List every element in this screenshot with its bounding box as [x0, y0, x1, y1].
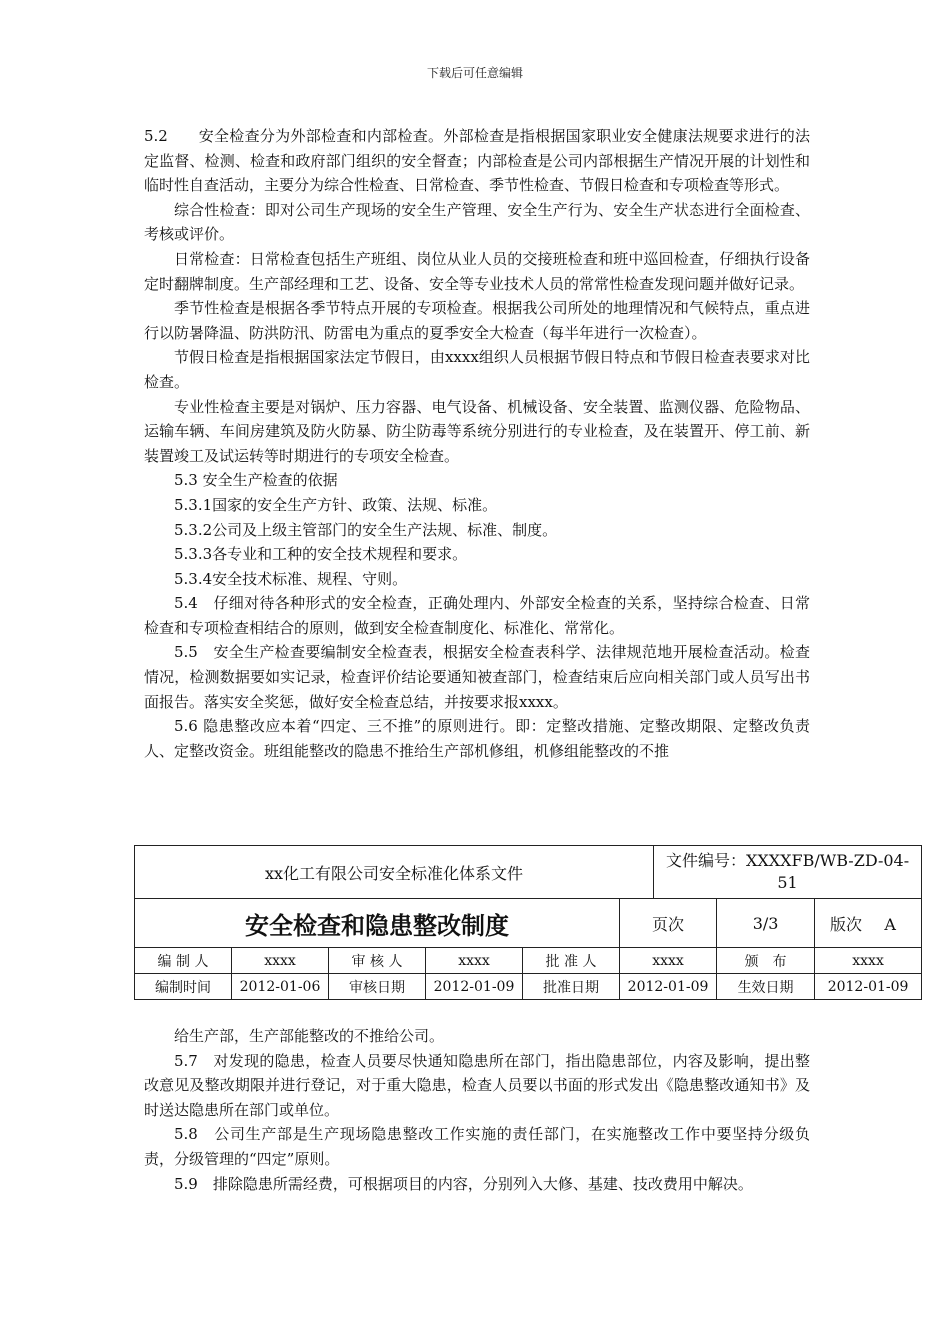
- approver-label: 批 准 人: [523, 948, 620, 974]
- paragraph-5-4: 5.4 仔细对待各种形式的安全检查，正确处理内、外部安全检查的关系，坚持综合检查、日常检查和专项检查相结合的原则，做到安全检查制度化、标准化、常常化。: [144, 594, 810, 637]
- reviewer-label: 审 核 人: [329, 948, 426, 974]
- approve-date-value: 2012-01-09: [620, 974, 717, 1000]
- document-title: 安全检查和隐患整改制度: [135, 899, 620, 948]
- reviewer-value: xxxx: [426, 948, 523, 974]
- paragraph-5-9: 5.9 排除隐患所需经费，可根据项目的内容，分别列入大修、基建、技改费用中解决。: [174, 1174, 753, 1193]
- issuer-label: 颁 布: [717, 948, 815, 974]
- effective-date-label: 生效日期: [717, 974, 815, 1000]
- paragraph-5-2: 5.2 安全检查分为外部检查和内部检查。外部检查是指根据国家职业安全健康法规要求进行的法定监督、检测、检查和政府部门组织的安全督查；内部检查是公司内部根据生产情况开展的计划性和临时性自查活动，主要分为综合性检查、日常检查、季节性检查、节假日检查和专项检查等形式。: [144, 127, 810, 195]
- file-number: 文件编号：XXXXFB/WB-ZD-04-51: [654, 846, 922, 899]
- version-cell: [815, 899, 922, 948]
- page-header-note: 下载后可任意编辑: [426, 66, 523, 80]
- body-text-top: [144, 124, 810, 763]
- body-text-bottom: [144, 1024, 810, 1196]
- paragraph-5-6-continued: 给生产部，生产部能整改的不推给公司。: [174, 1027, 445, 1045]
- paragraph-5-6: 5.6 隐患整改应本着“四定、三不推”的原则进行。即：定整改措施、定整改期限、定整改负责人、定整改资金。班组能整改的隐患不推给生产部机修组，机修组能整改的不推: [144, 717, 810, 760]
- paragraph-5-3-3: 5.3.3各专业和工种的安全技术规程和要求。: [174, 545, 468, 564]
- issuer-value: xxxx: [815, 948, 922, 974]
- paragraph-specialized-check: 专业性检查主要是对锅炉、压力容器、电气设备、机械设备、安全装置、监测仪器、危险物品、运输车辆、车间房建筑及防火防暴、防尘防毒等系统分别进行的专业检查，及在装置开、停工前、新装置竣工及试运转等时期进行的专项安全检查。: [144, 397, 810, 465]
- paragraph-5-3-2: 5.3.2公司及上级主管部门的安全生产法规、标准、制度。: [174, 520, 558, 539]
- compile-date-value: 2012-01-06: [232, 974, 329, 1000]
- page-value: 3/3: [717, 899, 815, 948]
- approver-value: xxxx: [620, 948, 717, 974]
- version-value: A: [884, 914, 896, 934]
- paragraph-5-3-1: 5.3.1国家的安全生产方针、政策、法规、标准。: [174, 495, 498, 514]
- paragraph-5-3: 5.3 安全生产检查的依据: [174, 471, 338, 490]
- company-doc-system: xx化工有限公司安全标准化体系文件: [135, 846, 654, 899]
- paragraph-holiday-check: 节假日检查是指根据国家法定节假日，由xxxx组织人员根据节假日特点和节假日检查表要求对比检查。: [144, 348, 810, 391]
- paragraph-5-5: 5.5 安全生产检查要编制安全检查表，根据安全检查表科学、法律规范地开展检查活动。检查情况，检测数据要如实记录，检查评价结论要通知被查部门，检查结束后应向相关部门或人员写出书面报告。落实安全奖惩，做好安全检查总结，并按要求报xxxx。: [144, 643, 810, 711]
- paragraph-5-8: 5.8 公司生产部是生产现场隐患整改工作实施的责任部门，在实施整改工作中要坚持分级负责，分级管理的“四定”原则。: [144, 1125, 810, 1168]
- paragraph-comprehensive-check: 综合性检查：即对公司生产现场的安全生产管理、安全生产行为、安全生产状态进行全面检查、考核或评价。: [144, 200, 810, 244]
- effective-date-value: 2012-01-09: [815, 974, 922, 1000]
- paragraph-seasonal-check: 季节性检查是根据各季节特点开展的专项检查。根据我公司所处的地理情况和气候特点，重点进行以防暑降温、防洪防汛、防雷电为重点的夏季安全大检查（每半年进行一次检查）。: [144, 299, 810, 342]
- approve-date-label: 批准日期: [523, 974, 620, 1000]
- paragraph-daily-check: 日常检查：日常检查包括生产班组、岗位从业人员的交接班检查和班中巡回检查，仔细执行设备定时翻牌制度。生产部经理和工艺、设备、安全等专业技术人员的常常性检查发现问题并做好记录。: [144, 249, 810, 293]
- paragraph-5-3-4: 5.3.4安全技术标准、规程、守则。: [174, 569, 408, 588]
- review-date-label: 审核日期: [329, 974, 426, 1000]
- document-control-table: [134, 845, 922, 1000]
- paragraph-5-7: 5.7 对发现的隐患，检查人员要尽快通知隐患所在部门，指出隐患部位，内容及影响，提出整改意见及整改期限并进行登记，对于重大隐患，检查人员要以书面的形式发出《隐患整改通知书》及时送达隐患所在部门或单位。: [144, 1051, 810, 1119]
- compile-date-label: 编制时间: [135, 974, 232, 1000]
- page-label: 页次: [620, 899, 717, 948]
- compiler-value: xxxx: [232, 948, 329, 974]
- compiler-label: 编 制 人: [135, 948, 232, 974]
- review-date-value: 2012-01-09: [426, 974, 523, 1000]
- version-label: 版次: [830, 914, 863, 934]
